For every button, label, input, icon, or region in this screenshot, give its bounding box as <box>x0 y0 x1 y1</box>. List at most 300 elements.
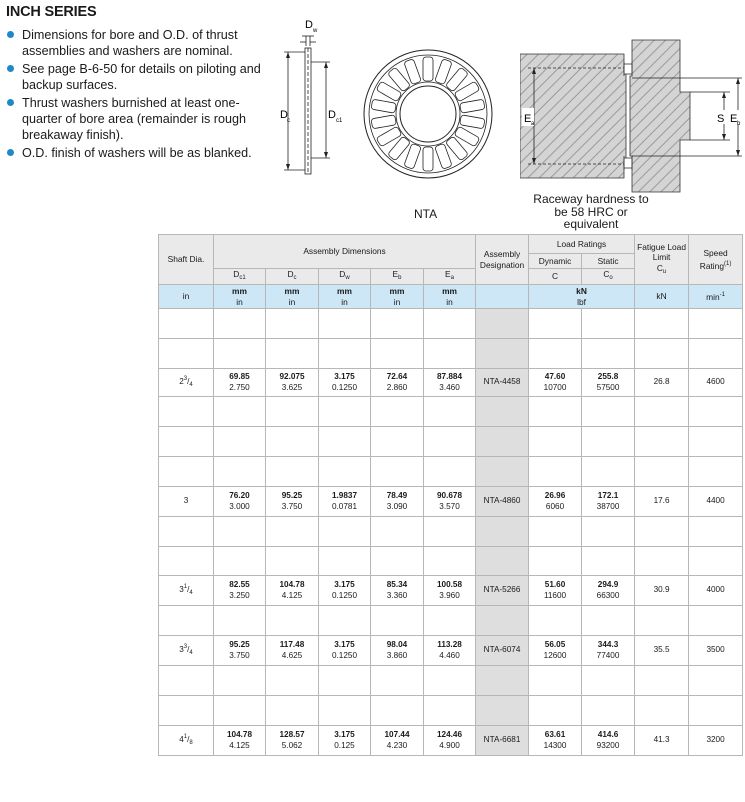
unit-dc1 <box>214 285 266 309</box>
empty-cell <box>582 309 635 339</box>
empty-cell <box>529 517 582 547</box>
empty-cell <box>214 427 266 457</box>
shaft-num: 3 <box>183 376 188 383</box>
empty-cell <box>635 547 689 576</box>
shaft-cell <box>159 487 214 517</box>
u-in: in <box>446 296 453 307</box>
eb-in: 3.860 <box>386 650 408 660</box>
ea-in: 4.460 <box>439 650 460 660</box>
bullet-dot-icon <box>7 99 14 106</box>
note-item <box>6 145 268 161</box>
empty-cell <box>266 666 319 696</box>
designation-text: NTA-6074 <box>483 645 521 655</box>
ea-in: 3.570 <box>439 501 460 511</box>
fatigue-value: 26.8 <box>653 377 670 387</box>
speed-value: 4400 <box>706 496 725 506</box>
empty-cell <box>159 427 214 457</box>
dw-in: 0.1250 <box>331 650 358 660</box>
dw-sub: w <box>313 28 318 34</box>
empty-cell <box>214 309 266 339</box>
shaft-whole: 4 <box>179 735 184 745</box>
col-fatigue <box>635 235 689 285</box>
empty-cell <box>689 547 743 576</box>
empty-cell <box>529 309 582 339</box>
roller-shape <box>460 99 485 113</box>
dc-in: 3.625 <box>281 382 303 392</box>
empty-cell <box>582 547 635 576</box>
empty-cell <box>476 339 529 369</box>
empty-cell <box>319 309 371 339</box>
s-label: S <box>717 113 725 125</box>
col-speed-rating <box>689 235 743 285</box>
ea-cell <box>424 576 476 606</box>
u-in: in <box>341 296 348 307</box>
eb-mm: 78.49 <box>386 491 408 500</box>
dc1-cell <box>214 487 266 517</box>
ea-in: 4.900 <box>439 740 460 750</box>
unit-ea <box>424 285 476 309</box>
u-mm: mm <box>337 286 352 296</box>
static-cell <box>582 576 635 606</box>
dynamic-cell <box>529 576 582 606</box>
ea-mm: 124.46 <box>436 730 463 739</box>
empty-cell <box>424 606 476 636</box>
dc1-in: 2.750 <box>229 382 250 392</box>
empty-cell <box>371 397 424 427</box>
empty-cell <box>159 309 214 339</box>
empty-cell <box>319 457 371 487</box>
note-item <box>6 27 268 59</box>
empty-cell <box>371 427 424 457</box>
dw-cell <box>319 369 371 397</box>
stat-lbf: 66300 <box>596 590 620 600</box>
col-dw <box>319 269 371 285</box>
empty-cell <box>371 606 424 636</box>
col-ea <box>424 269 476 285</box>
designation-text: NTA-4860 <box>483 496 521 506</box>
designation-cell <box>476 369 529 397</box>
unit-fatigue: kN <box>635 285 689 309</box>
fatigue-cell <box>635 369 689 397</box>
notes-list <box>6 27 268 163</box>
empty-cell <box>159 339 214 369</box>
empty-cell <box>214 457 266 487</box>
empty-cell <box>424 696 476 726</box>
ea-label: E <box>524 113 532 125</box>
fatigue-sym: C <box>656 262 663 273</box>
table-row <box>159 636 743 666</box>
fatigue-cell <box>635 636 689 666</box>
dw-mm: 3.175 <box>334 580 355 589</box>
dc1-cell <box>214 636 266 666</box>
dynamic-cell <box>529 487 582 517</box>
dw-mm: 1.9837 <box>331 491 358 500</box>
roller-shape <box>460 115 485 129</box>
stat-lbf: 57500 <box>596 382 620 392</box>
empty-cell <box>689 309 743 339</box>
dc1-mm: 69.85 <box>229 372 250 381</box>
unit-dw <box>319 285 371 309</box>
empty-cell <box>371 696 424 726</box>
shaft-whole: 2 <box>179 377 184 387</box>
dc-in: 4.625 <box>281 650 303 660</box>
speed-cell <box>689 726 743 756</box>
empty-cell <box>689 457 743 487</box>
dc1-label: D <box>328 109 336 121</box>
ea-mm: 100.58 <box>436 580 463 589</box>
dc-cell <box>266 726 319 756</box>
mounting-diagram <box>520 38 745 194</box>
raceway-note: Raceway hardness to be 58 HRC or equivalent <box>533 192 649 231</box>
dyn-lbf: 12600 <box>543 650 567 660</box>
empty-cell <box>476 517 529 547</box>
stat-kn: 255.8 <box>597 372 619 381</box>
u-mm: mm <box>232 286 247 296</box>
u-mm: mm <box>284 286 300 296</box>
empty-cell <box>635 696 689 726</box>
empty-cell <box>266 517 319 547</box>
empty-cell <box>635 666 689 696</box>
dyn-kn: 26.96 <box>544 491 566 500</box>
dw-cell <box>319 636 371 666</box>
empty-cell <box>476 397 529 427</box>
designation-text: NTA-4458 <box>483 377 521 387</box>
dw-cell <box>319 487 371 517</box>
empty-cell <box>319 666 371 696</box>
speed-value: 3500 <box>706 645 725 655</box>
empty-cell <box>424 427 476 457</box>
table-row <box>159 576 743 606</box>
empty-cell <box>476 457 529 487</box>
dc1-mm: 82.55 <box>229 580 250 589</box>
ea-cell <box>424 636 476 666</box>
note-item <box>6 61 268 93</box>
empty-cell <box>582 606 635 636</box>
ea-cell <box>424 487 476 517</box>
empty-cell <box>159 606 214 636</box>
empty-cell <box>529 339 582 369</box>
speed-text: Speed Rating <box>699 248 728 271</box>
eb-in: 3.360 <box>386 590 408 600</box>
spacer-row <box>159 457 743 487</box>
dyn-lbf: 10700 <box>543 382 567 392</box>
empty-cell <box>529 666 582 696</box>
shaft-num: 3 <box>183 644 188 651</box>
empty-cell <box>159 666 214 696</box>
dc1-mm: 76.20 <box>229 491 250 500</box>
col-assembly-designation: Assembly Designation <box>476 235 529 285</box>
designation-cell <box>476 636 529 666</box>
units-row <box>159 285 743 309</box>
empty-cell <box>424 547 476 576</box>
empty-cell <box>529 457 582 487</box>
col-static: Static <box>582 254 635 269</box>
empty-cell <box>582 517 635 547</box>
designation-cell <box>476 726 529 756</box>
dc1-in: 3.750 <box>229 650 250 660</box>
dc1-cell <box>214 726 266 756</box>
empty-cell <box>159 397 214 427</box>
dc-cell <box>266 636 319 666</box>
empty-cell <box>529 427 582 457</box>
u-in: in <box>236 296 243 307</box>
empty-cell <box>635 339 689 369</box>
dc-sub: c <box>287 118 290 124</box>
dyn-lbf: 6060 <box>545 501 565 511</box>
empty-cell <box>371 517 424 547</box>
empty-cell <box>476 427 529 457</box>
empty-cell <box>214 547 266 576</box>
empty-cell <box>582 696 635 726</box>
dc-in: 3.750 <box>281 501 303 511</box>
empty-cell <box>689 666 743 696</box>
eb-sub: b <box>737 121 741 127</box>
empty-cell <box>582 339 635 369</box>
dc1-in: 3.250 <box>229 590 250 600</box>
fatigue-value: 35.5 <box>653 645 670 655</box>
empty-cell <box>371 339 424 369</box>
u-kn: kN <box>576 286 587 296</box>
bullet-dot-icon <box>7 149 14 156</box>
dc1-mm: 95.25 <box>229 640 250 649</box>
u-mm: mm <box>389 286 405 296</box>
table-row <box>159 487 743 517</box>
static-h: C <box>603 269 610 280</box>
empty-cell <box>424 517 476 547</box>
shaft-num: 1 <box>183 734 188 741</box>
static-h-sub: o <box>609 275 613 282</box>
empty-cell <box>214 696 266 726</box>
fatigue-cell <box>635 487 689 517</box>
stat-lbf: 38700 <box>596 501 620 511</box>
col-shaft-dia: Shaft Dia. <box>159 235 214 285</box>
empty-cell <box>159 457 214 487</box>
empty-cell <box>214 517 266 547</box>
u-lbf: lbf <box>577 296 586 307</box>
dw-label: D <box>305 19 313 31</box>
nta-label: NTA <box>414 207 438 221</box>
static-cell <box>582 726 635 756</box>
eb-cell <box>371 369 424 397</box>
eb-cell <box>371 487 424 517</box>
empty-cell <box>689 696 743 726</box>
empty-cell <box>266 427 319 457</box>
shaft-whole: 3 <box>179 645 184 655</box>
shaft-den: 8 <box>189 740 193 747</box>
spacer-row <box>159 666 743 696</box>
col-dc1 <box>214 269 266 285</box>
dw-in: 0.0781 <box>331 501 358 511</box>
eb-mm: 98.04 <box>386 640 408 649</box>
dc1-in: 3.000 <box>229 501 250 511</box>
u-min: min <box>706 292 720 303</box>
u-min-sup: -1 <box>719 292 725 299</box>
empty-cell <box>424 339 476 369</box>
empty-cell <box>214 606 266 636</box>
eb-cell <box>371 726 424 756</box>
dc-in: 5.062 <box>281 740 303 750</box>
shaft-cell: $4^1/_8$ <box>159 726 214 756</box>
designation-cell <box>476 487 529 517</box>
spacer-row <box>159 397 743 427</box>
eb-cell <box>371 576 424 606</box>
stat-kn: 414.6 <box>597 730 619 739</box>
empty-cell <box>319 547 371 576</box>
spacer-row <box>159 547 743 576</box>
dw-mm: 3.175 <box>334 730 355 739</box>
empty-cell <box>371 457 424 487</box>
u-mm: mm <box>442 286 457 296</box>
empty-cell <box>371 309 424 339</box>
dc-mm: 95.25 <box>281 491 303 500</box>
empty-cell <box>582 666 635 696</box>
dc-cell <box>266 576 319 606</box>
col-assembly-dimensions: Assembly Dimensions <box>214 235 476 269</box>
col-load-ratings: Load Ratings <box>529 235 635 254</box>
dc-cell <box>266 369 319 397</box>
empty-cell <box>319 397 371 427</box>
empty-cell <box>582 397 635 427</box>
empty-cell <box>266 339 319 369</box>
speed-cell <box>689 576 743 606</box>
front-view-diagram <box>358 44 498 184</box>
dc1-h: D <box>233 269 240 280</box>
empty-cell <box>319 339 371 369</box>
empty-cell <box>635 397 689 427</box>
speed-value: 4600 <box>706 377 725 387</box>
table-row <box>159 369 743 397</box>
empty-cell <box>476 696 529 726</box>
dc-mm: 104.78 <box>279 580 305 589</box>
eb-h: E <box>392 269 399 280</box>
dc1-h-sub: c1 <box>239 275 246 282</box>
stat-kn: 294.9 <box>597 580 619 589</box>
empty-cell <box>582 457 635 487</box>
empty-cell <box>635 427 689 457</box>
bullet-dot-icon <box>7 65 14 72</box>
empty-cell <box>266 547 319 576</box>
note-text: See page B-6-50 for details on piloting and backup surfaces. <box>22 62 261 92</box>
eb-in: 4.230 <box>386 740 408 750</box>
eb-h-sub: b <box>398 275 402 282</box>
dw-in: 0.1250 <box>331 590 358 600</box>
empty-cell <box>476 606 529 636</box>
empty-cell <box>476 309 529 339</box>
empty-cell <box>319 517 371 547</box>
dc-h-sub: c <box>293 275 297 282</box>
static-cell <box>582 369 635 397</box>
empty-cell <box>266 397 319 427</box>
designation-text: NTA-5266 <box>483 585 521 595</box>
shaft-den: 4 <box>189 590 193 597</box>
eb-in: 3.090 <box>386 501 408 511</box>
note-text: Thrust washers burnished at least one-quarter of bore area (remainder is rough breakaway finish). <box>22 96 247 142</box>
shaft-den: 4 <box>189 650 193 657</box>
speed-cell <box>689 369 743 397</box>
empty-cell <box>529 606 582 636</box>
ea-cell <box>424 369 476 397</box>
fatigue-value: 17.6 <box>653 496 670 506</box>
empty-cell <box>635 517 689 547</box>
dw-in: 0.1250 <box>331 382 358 392</box>
ea-h-sub: a <box>450 275 454 282</box>
empty-cell <box>214 397 266 427</box>
empty-cell <box>159 547 214 576</box>
empty-cell <box>214 339 266 369</box>
note-text: Dimensions for bore and O.D. of thrust assemblies and washers are nominal. <box>22 28 238 58</box>
fatigue-cell <box>635 576 689 606</box>
shaft-cell: $3^3/_4$ <box>159 636 214 666</box>
empty-cell <box>635 606 689 636</box>
roller-shape <box>371 99 396 113</box>
dc1-mm: 104.78 <box>226 730 253 739</box>
unit-eb <box>371 285 424 309</box>
ea-mm: 113.28 <box>437 640 462 649</box>
col-dynamic: Dynamic <box>529 254 582 269</box>
dc1-cell <box>214 576 266 606</box>
spec-table <box>158 234 743 756</box>
dynamic-cell <box>529 369 582 397</box>
empty-cell <box>689 427 743 457</box>
dc1-in: 4.125 <box>229 740 250 750</box>
bullet-dot-icon <box>7 31 14 38</box>
dyn-kn: 63.61 <box>544 730 566 739</box>
spacer-row <box>159 339 743 369</box>
dc-h: D <box>287 269 294 280</box>
dw-in: 0.125 <box>334 740 355 750</box>
col-eb <box>371 269 424 285</box>
eb-label: E <box>730 113 738 125</box>
empty-cell <box>424 397 476 427</box>
ea-cell <box>424 726 476 756</box>
shaft-whole: 3 <box>183 496 189 506</box>
dw-mm: 3.175 <box>334 372 355 381</box>
static-cell <box>582 487 635 517</box>
dw-mm: 3.175 <box>334 640 355 649</box>
dynamic-cell <box>529 726 582 756</box>
note-text: O.D. finish of washers will be as blanked. <box>22 146 252 160</box>
empty-cell <box>266 309 319 339</box>
ea-mm: 90.678 <box>436 491 463 500</box>
empty-cell <box>689 606 743 636</box>
dyn-kn: 51.60 <box>544 580 566 589</box>
empty-cell <box>159 517 214 547</box>
eb-mm: 85.34 <box>386 580 408 589</box>
spacer-row <box>159 309 743 339</box>
empty-cell <box>424 457 476 487</box>
empty-cell <box>529 547 582 576</box>
dw-cell <box>319 726 371 756</box>
empty-cell <box>266 457 319 487</box>
empty-cell <box>319 427 371 457</box>
dc1-sub: c1 <box>336 118 343 124</box>
dyn-lbf: 11600 <box>543 590 567 600</box>
ea-sub: a <box>531 121 535 127</box>
empty-cell <box>266 606 319 636</box>
dyn-kn: 47.60 <box>544 372 566 381</box>
dynamic-cell <box>529 636 582 666</box>
roller-shape <box>423 57 433 81</box>
empty-cell <box>529 397 582 427</box>
dyn-lbf: 14300 <box>543 740 567 750</box>
dw-cell <box>319 576 371 606</box>
col-dc <box>266 269 319 285</box>
shaft-den: 4 <box>189 382 193 389</box>
col-static-sym <box>582 269 635 285</box>
empty-cell <box>319 696 371 726</box>
eb-cell <box>371 636 424 666</box>
dw-h-sub: w <box>345 275 350 282</box>
